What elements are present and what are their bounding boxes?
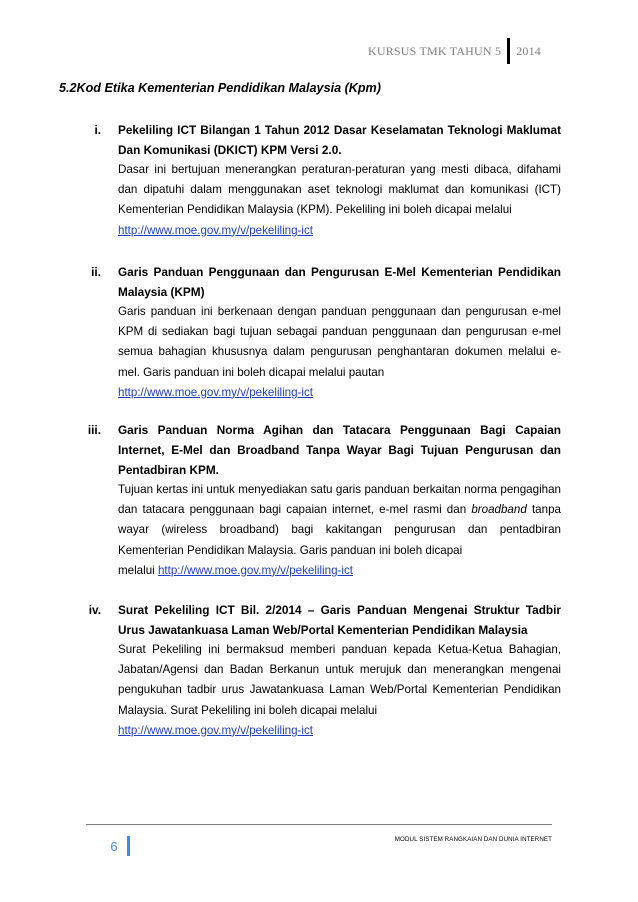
item-link[interactable]: http://www.moe.gov.my/v/pekeliling-ict xyxy=(118,385,314,399)
header-year: 2014 xyxy=(516,43,541,58)
item-link[interactable]: http://www.moe.gov.my/v/pekeliling-ict xyxy=(157,563,353,577)
item-body: Surat Pekeliling ini bermaksud memberi panduan kepada Ketua-Ketua Bahagian, Jabatan/Agensi dan Badan Berkanun untuk merujuk dan menerangkan mengenai pengukuhan tadbir urus Jawatankuasa Laman Web/Portal Kementerian Pendidikan Malaysia. Surat Pekeliling ini boleh dicapai melalui xyxy=(118,643,561,717)
section-title xyxy=(59,81,381,95)
footer-divider xyxy=(86,824,552,825)
page-number-bar xyxy=(127,836,130,856)
item-title: Garis Panduan Norma Agihan dan Tatacara Penggunaan Bagi Capaian Internet, E-Mel dan Broadband Tanpa Wayar Bagi Tujuan Pengurusan dan Pentadbiran KPM. xyxy=(118,423,561,477)
item-body: Garis panduan ini berkenaan dengan panduan penggunaan dan pengurusan e-mel KPM di sediakan bagi tujuan sebagai panduan penggunaan dan pengurusan e-mel semua bahagian khususnya dalam pengurusan penghantaran dokumen melalui e-mel. Garis panduan ini boleh dicapai melalui pautan xyxy=(118,305,561,379)
item-number: i. xyxy=(94,123,101,137)
section-title-text: Kod Etika Kementerian Pendidikan Malaysia (Kpm) xyxy=(76,81,381,95)
page-header xyxy=(368,38,541,64)
item-title: Surat Pekeliling ICT Bil. 2/2014 – Garis Panduan Mengenai Struktur Tadbir Urus Jawatankuasa Laman Web/Portal Kementerian Pendidikan Malaysia xyxy=(118,603,561,637)
item-number: iii. xyxy=(87,423,101,437)
item-body-italic: broadband xyxy=(471,503,527,517)
header-divider xyxy=(507,38,510,64)
section-number: 5.2 xyxy=(59,81,77,95)
item-body xyxy=(118,480,561,561)
item-number: iv. xyxy=(88,603,101,617)
item-number: ii. xyxy=(91,265,101,279)
item-title: Garis Panduan Penggunaan dan Pengurusan E-Mel Kementerian Pendidikan Malaysia (KPM) xyxy=(118,265,561,299)
item-link-prefix: melalui xyxy=(118,563,155,577)
item-title: Pekeliling ICT Bilangan 1 Tahun 2012 Dasar Keselamatan Teknologi Maklumat Dan Komunikasi (DKICT) KPM Versi 2.0. xyxy=(118,123,561,157)
page-number: 6 xyxy=(110,838,118,854)
item-link[interactable]: http://www.moe.gov.my/v/pekeliling-ict xyxy=(118,723,314,737)
item-body-post: tanpa wayar (wireless broadband) bagi kakitangan pengurusan dan pentadbiran Kementerian Pendidikan Malaysia. Garis panduan ini boleh dicapai xyxy=(118,503,561,557)
item-body-pre: Tujuan kertas ini untuk menyediakan satu garis panduan berkaitan norma pengagihan dan tatacara penggunaan bagi capaian internet, e-mel rasmi dan xyxy=(118,483,561,517)
footer-page xyxy=(105,836,130,856)
header-course: KURSUS TMK TAHUN 5 xyxy=(367,43,502,58)
footer-title: MODUL SISTEM RANGKAIAN DAN DUNIA INTERNET xyxy=(394,836,552,843)
item-body: Dasar ini bertujuan menerangkan peraturan-peraturan yang mesti dibaca, difahami dan dipatuhi dalam menggunakan aset teknologi maklumat dan komunikasi (ICT) Kementerian Pendidikan Malaysia (KPM). Pekeliling ini boleh dicapai melalui xyxy=(118,163,561,217)
item-link[interactable]: http://www.moe.gov.my/v/pekeliling-ict xyxy=(118,223,314,237)
